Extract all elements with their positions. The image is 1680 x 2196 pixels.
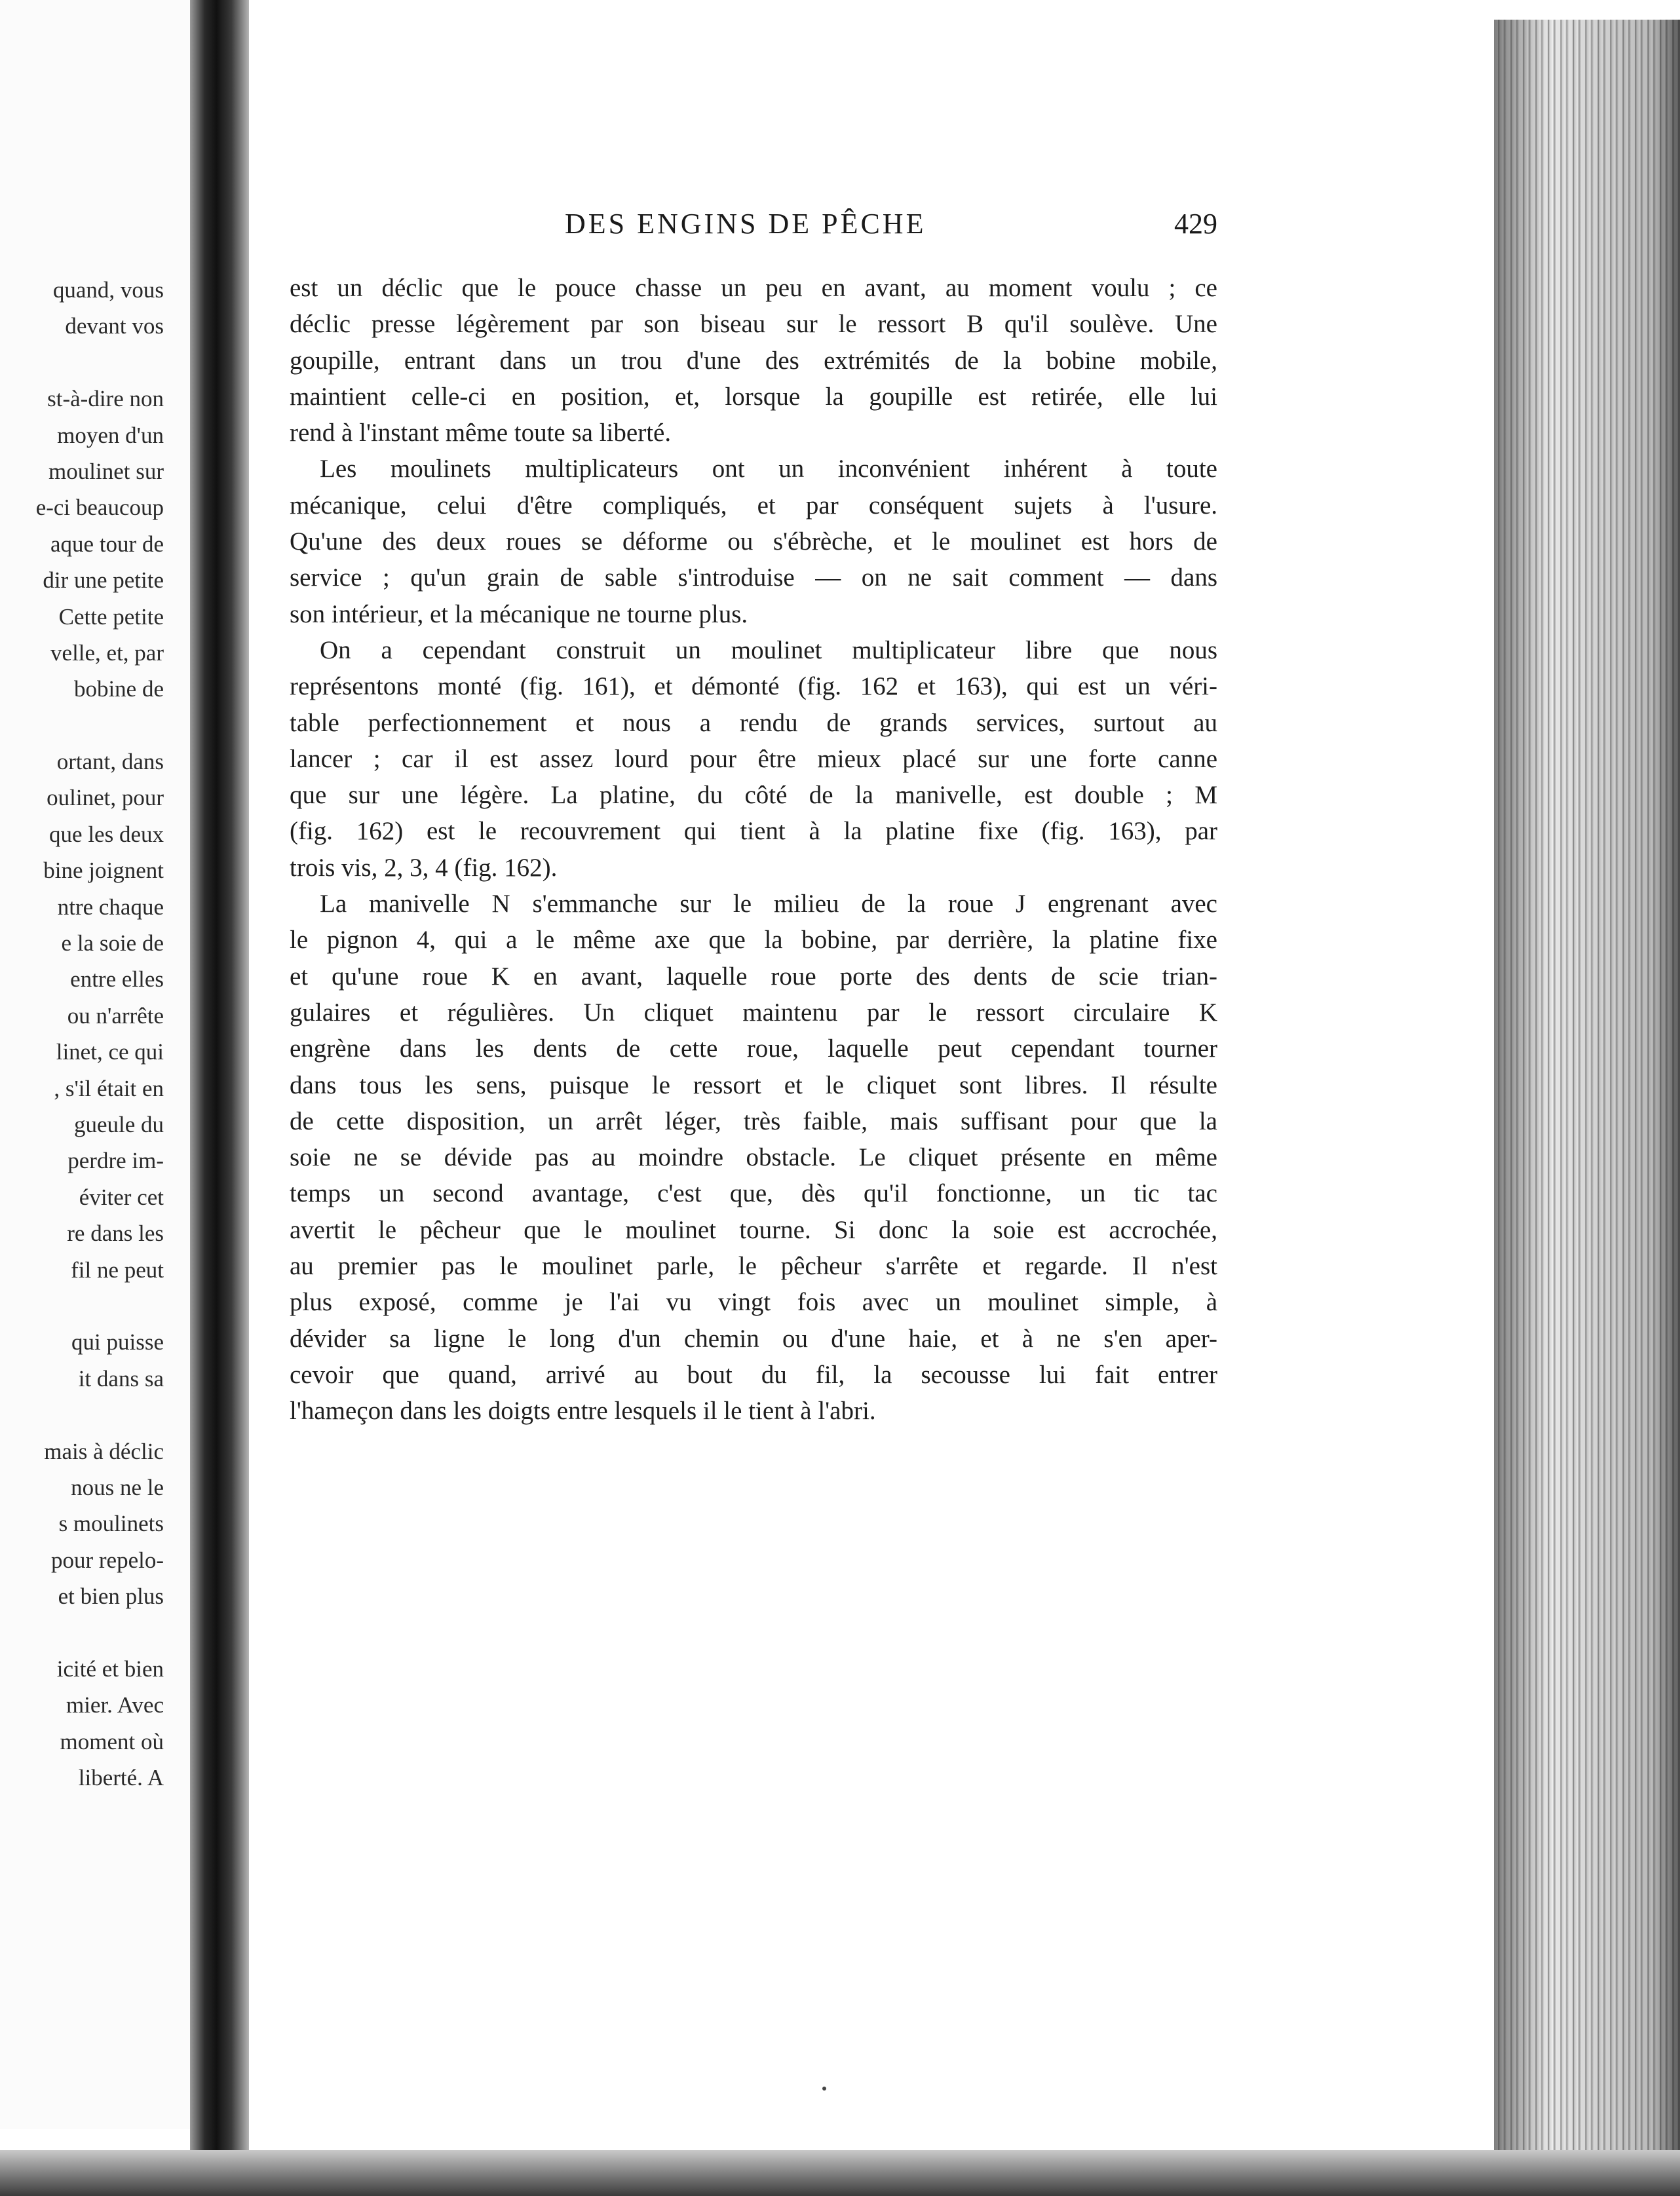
left-page-line: nous ne le xyxy=(71,1474,164,1500)
bottom-edge-shadow xyxy=(0,2150,1680,2196)
body-line: mécanique, celui d'être compliqués, et par conséquent sujets à l'usure. xyxy=(290,491,1217,520)
body-line: plus exposé, comme je l'ai vu vingt fois avec un moulinet simple, à xyxy=(290,1288,1217,1317)
left-page-line: devant vos xyxy=(65,313,164,339)
body-line: le pignon 4, qui a le même axe que la bobine, par derrière, la platine fixe xyxy=(290,926,1217,955)
paper-speck xyxy=(822,2087,826,2091)
body-line: maintient celle-ci en position, et, lorsque la goupille est retirée, elle lui xyxy=(290,382,1217,411)
body-line: Qu'une des deux roues se déforme ou s'ébrèche, et le moulinet est hors de xyxy=(290,527,1217,556)
body-line: dévider sa ligne le long d'un chemin ou d'une haie, et à ne s'en aper- xyxy=(290,1324,1217,1353)
body-line: Les moulinets multiplicateurs ont un inconvénient inhérent à toute xyxy=(320,455,1217,483)
left-page-line: s moulinets xyxy=(58,1511,164,1537)
body-line: trois vis, 2, 3, 4 (fig. 162). xyxy=(290,853,558,882)
body-line: service ; qu'un grain de sable s'introduise — on ne sait comment — dans xyxy=(290,563,1217,592)
left-page-line: pour repelo- xyxy=(50,1547,164,1573)
body-line: table perfectionnement et nous a rendu de grands services, surtout au xyxy=(290,708,1217,737)
left-page-line: que les deux xyxy=(49,821,164,847)
body-line: goupille, entrant dans un trou d'une des extrémités de la bobine mobile, xyxy=(290,346,1217,375)
left-page-line: ou n'arrête xyxy=(67,1002,164,1029)
body-line: lancer ; car il est assez lourd pour être mieux placé sur une forte canne xyxy=(290,744,1217,773)
body-line: de cette disposition, un arrêt léger, très faible, mais suffisant pour que la xyxy=(290,1107,1217,1135)
left-page-line: ntre chaque xyxy=(57,894,164,920)
body-line: La manivelle N s'emmanche sur le milieu de la roue J engrenant avec xyxy=(320,890,1217,918)
book-page-edges xyxy=(1494,20,1680,2175)
body-line: (fig. 162) est le recouvrement qui tient à la platine fixe (fig. 163), par xyxy=(290,817,1217,846)
body-line: est un déclic que le pouce chasse un peu en avant, au moment voulu ; ce xyxy=(290,274,1217,302)
left-page-line: mier. Avec xyxy=(66,1692,164,1718)
left-page-line: st-à-dire non xyxy=(47,386,164,412)
running-title: DES ENGINS DE PÊCHE xyxy=(565,208,926,240)
left-page-line: dir une petite xyxy=(43,567,164,594)
left-page-line: moment où xyxy=(60,1728,164,1754)
left-page-line: et bien plus xyxy=(58,1583,164,1610)
body-line: cevoir que quand, arrivé au bout du fil, la secousse lui fait entrer xyxy=(290,1360,1217,1389)
left-page-line: bobine de xyxy=(73,676,164,702)
left-page-line: moyen d'un xyxy=(57,422,164,448)
left-page-line: Cette petite xyxy=(58,603,164,630)
left-page-line: perdre im- xyxy=(67,1148,164,1174)
left-page-line: oulinet, pour xyxy=(47,785,164,811)
left-page-line: icité et bien xyxy=(56,1656,164,1682)
left-page-line: fil ne peut xyxy=(71,1257,164,1283)
left-page-line: e la soie de xyxy=(61,930,164,956)
body-line: l'hameçon dans les doigts entre lesquels il le tient à l'abri. xyxy=(290,1397,876,1426)
left-page-line xyxy=(0,345,164,381)
left-facing-page xyxy=(0,0,190,2129)
left-page-line: linet, ce qui xyxy=(56,1039,164,1065)
left-page-line: e-ci beaucoup xyxy=(35,495,164,521)
body-line: que sur une légère. La platine, du côté de la manivelle, est double ; M xyxy=(290,781,1217,810)
left-page-line: , s'il était en xyxy=(54,1075,164,1101)
body-line: au premier pas le moulinet parle, le pêcheur s'arrête et regarde. Il n'est xyxy=(290,1252,1217,1281)
left-page-line: velle, et, par xyxy=(50,639,164,666)
left-page-line: mais à déclic xyxy=(44,1438,164,1464)
left-page-line: it dans sa xyxy=(78,1365,164,1391)
left-page-line: liberté. A xyxy=(78,1765,164,1791)
left-page-line: re dans les xyxy=(67,1221,164,1247)
left-page-line xyxy=(0,1288,164,1324)
left-page-line: qui puisse xyxy=(71,1329,164,1355)
body-line: soie ne se dévide pas au moindre obstacle. Le cliquet présente en même xyxy=(290,1143,1217,1172)
left-page-line: bine joignent xyxy=(43,858,164,884)
body-line: et qu'une roue K en avant, laquelle roue porte des dents de scie trian- xyxy=(290,962,1217,991)
body-line: déclic presse légèrement par son biseau sur le ressort B qu'il soulève. Une xyxy=(290,310,1217,339)
body-line: dans tous les sens, puisque le ressort et le cliquet sont libres. Il résulte xyxy=(290,1070,1217,1099)
body-line: On a cependant construit un moulinet multiplicateur libre que nous xyxy=(320,635,1217,664)
left-page-line: gueule du xyxy=(73,1111,164,1137)
left-page-text-column xyxy=(0,272,164,1796)
body-line: gulaires et régulières. Un cliquet maintenu par le ressort circulaire K xyxy=(290,998,1217,1027)
left-page-line xyxy=(0,708,164,744)
left-page-line xyxy=(0,1614,164,1650)
left-page-line: entre elles xyxy=(70,966,164,993)
left-page-line: quand, vous xyxy=(52,277,164,303)
left-page-line: moulinet sur xyxy=(48,458,164,484)
left-page-line: éviter cet xyxy=(79,1184,164,1210)
body-line: son intérieur, et la mécanique ne tourne plus. xyxy=(290,599,748,628)
left-page-line: aque tour de xyxy=(50,531,164,557)
body-line: représentons monté (fig. 161), et démonté (fig. 162 et 163), qui est un véri- xyxy=(290,672,1217,701)
binding-gutter xyxy=(190,0,249,2196)
body-line: avertit le pêcheur que le moulinet tourne. Si donc la soie est accrochée, xyxy=(290,1215,1217,1244)
left-page-line xyxy=(0,1397,164,1433)
body-line: temps un second avantage, c'est que, dès qu'il fonctionne, un tic tac xyxy=(290,1179,1217,1208)
left-page-line: ortant, dans xyxy=(56,749,164,775)
body-line: engrène dans les dents de cette roue, laquelle peut cependant tourner xyxy=(290,1034,1217,1063)
body-line: rend à l'instant même toute sa liberté. xyxy=(290,419,672,447)
body-text-block xyxy=(290,270,1217,1429)
page-number: 429 xyxy=(1174,208,1217,240)
